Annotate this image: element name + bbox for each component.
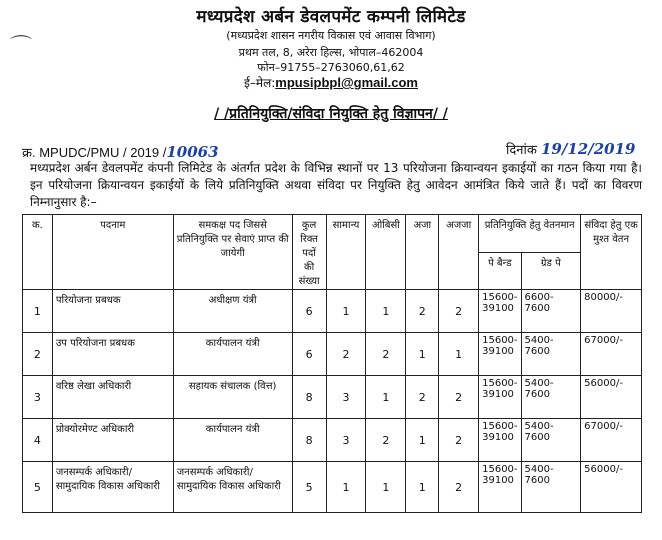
cell-st: 1: [439, 333, 479, 376]
cell-sno: 2: [23, 333, 53, 376]
org-address: प्रथम तल, 8, अरेरा हिल्स, भोपाल–462004: [238, 46, 424, 59]
cell-equivalent: जनसम्पर्क अधिकारी/सामुदायिक विकास अधिकारी: [173, 462, 292, 513]
cell-pay-band: 15600-39100: [479, 462, 521, 513]
cell-obc: 1: [366, 462, 406, 513]
ref-prefix: क्र. MPUDC/PMU / 2019 /: [22, 145, 167, 160]
cell-grade-pay: 5400-7600: [521, 333, 581, 376]
cell-total: 8: [292, 419, 326, 462]
cell-general: 3: [326, 419, 366, 462]
cell-total: 6: [292, 333, 326, 376]
cell-pay-band: 15600-39100: [479, 290, 521, 333]
cell-sc: 1: [406, 419, 439, 462]
table-row: [23, 462, 642, 513]
date-line: [506, 140, 635, 158]
cell-pay-band: 15600-39100: [479, 419, 521, 462]
org-email-line: [0, 74, 662, 91]
cell-total: 6: [292, 290, 326, 333]
date-label: दिनांक: [506, 143, 537, 158]
cell-general: 3: [326, 376, 366, 419]
cell-equivalent: कार्यपालन यंत्री: [173, 333, 292, 376]
cell-post: जनसम्पर्क अधिकारी/सामुदायिक विकास अधिकारी: [52, 462, 173, 513]
cell-grade-pay: 5400-7600: [521, 462, 581, 513]
cell-contract: 56000/-: [581, 376, 642, 419]
col-total: कुल रिक्त पदों की संख्या: [292, 215, 326, 290]
col-grade-pay: ग्रेड पे: [521, 252, 581, 290]
notice-paragraph: मध्यप्रदेश अर्बन डेवलपमेंट कंपनी लिमिटेड के अंतर्गत प्रदेश के विभिन्न स्थानों पर 13 परियोजना क्रियान्वयन इकाईयों का गठन किया गया है। इन परियोजना क्रियान्वयन इकाईयों के लिये प्रतिनियुक्ति अथवा संविदा पर नियुक्ति हेतु आवेदन आमंत्रित किये जाते हैं। पदों का विवरण निम्नानुसार है:–: [30, 161, 642, 209]
col-sno: क.: [23, 215, 53, 290]
margin-mark: ⌒: [10, 35, 33, 60]
cell-sno: 3: [23, 376, 53, 419]
col-equivalent: समकक्ष पद जिससे प्रतिनियुक्ति पर सेवाएं प्राप्त की जायेगी: [173, 215, 292, 290]
col-general: सामान्य: [326, 215, 366, 290]
table-row: [23, 333, 642, 376]
org-name: मध्यप्रदेश अर्बन डेवलपमेंट कम्पनी लिमिटेड: [196, 7, 466, 27]
cell-total: 5: [292, 462, 326, 513]
cell-obc: 2: [366, 333, 406, 376]
cell-obc: 1: [366, 376, 406, 419]
cell-equivalent: कार्यपालन यंत्री: [173, 419, 292, 462]
cell-general: 1: [326, 290, 366, 333]
cell-obc: 1: [366, 290, 406, 333]
date-value: 19/12/2019: [540, 140, 636, 158]
cell-total: 8: [292, 376, 326, 419]
col-obc: ओबिसी: [366, 215, 406, 290]
cell-sno: 1: [23, 290, 53, 333]
col-st: अजजा: [439, 215, 479, 290]
table-row: [23, 290, 642, 333]
cell-sno: 5: [23, 462, 53, 513]
cell-sc: 2: [406, 376, 439, 419]
cell-contract: 67000/-: [581, 419, 642, 462]
cell-sc: 1: [406, 462, 439, 513]
cell-grade-pay: 5400-7600: [521, 419, 581, 462]
cell-sno: 4: [23, 419, 53, 462]
cell-general: 1: [326, 462, 366, 513]
cell-st: 2: [439, 419, 479, 462]
cell-contract: 67000/-: [581, 333, 642, 376]
col-pay-group: प्रतिनियुक्ति हेतु वेतनमान: [479, 215, 581, 253]
cell-obc: 2: [366, 419, 406, 462]
cell-pay-band: 15600-39100: [479, 333, 521, 376]
table-row: [23, 419, 642, 462]
cell-contract: 80000/-: [581, 290, 642, 333]
cell-post: प्रोक्योरमेण्ट अधिकारी: [52, 419, 173, 462]
cell-general: 2: [326, 333, 366, 376]
cell-grade-pay: 6600-7600: [521, 290, 581, 333]
ref-number: 10063: [166, 143, 219, 161]
posts-table: [22, 214, 642, 513]
table-header-row: [23, 215, 642, 253]
cell-sc: 2: [406, 290, 439, 333]
cell-post: उप परियोजना प्रबधक: [52, 333, 173, 376]
reference-line: [22, 143, 219, 161]
cell-pay-band: 15600-39100: [479, 376, 521, 419]
cell-grade-pay: 5400-7600: [521, 376, 581, 419]
email-label: ई–मेल:: [244, 76, 276, 90]
table-row: [23, 376, 642, 419]
cell-post: परियोजना प्रबधक: [52, 290, 173, 333]
org-phone: फोन–91755–2763060,61,62: [257, 61, 405, 74]
email-link[interactable]: mpusipbpl@gmail.com: [275, 75, 418, 90]
col-pay-band: पे बैन्ड: [479, 252, 521, 290]
cell-st: 2: [439, 462, 479, 513]
col-sc: अजा: [406, 215, 439, 290]
col-post: पदनाम: [52, 215, 173, 290]
cell-post: वरिष्ठ लेखा अधिकारी: [52, 376, 173, 419]
notice-title: / /प्रतिनियुक्ति/संविदा नियुक्ति हेतु विज्ञापन/ /: [214, 106, 448, 122]
cell-equivalent: सहायक संचालक (वित्त): [173, 376, 292, 419]
cell-st: 2: [439, 376, 479, 419]
cell-sc: 1: [406, 333, 439, 376]
cell-contract: 56000/-: [581, 462, 642, 513]
org-subtitle: (मध्यप्रदेश शासन नगरीय विकास एवं आवास विभाग): [226, 29, 436, 42]
cell-equivalent: अधीक्षण यंत्री: [173, 290, 292, 333]
col-contract: संविदा हेतु एक मुश्त वेतन: [581, 215, 642, 290]
cell-st: 2: [439, 290, 479, 333]
